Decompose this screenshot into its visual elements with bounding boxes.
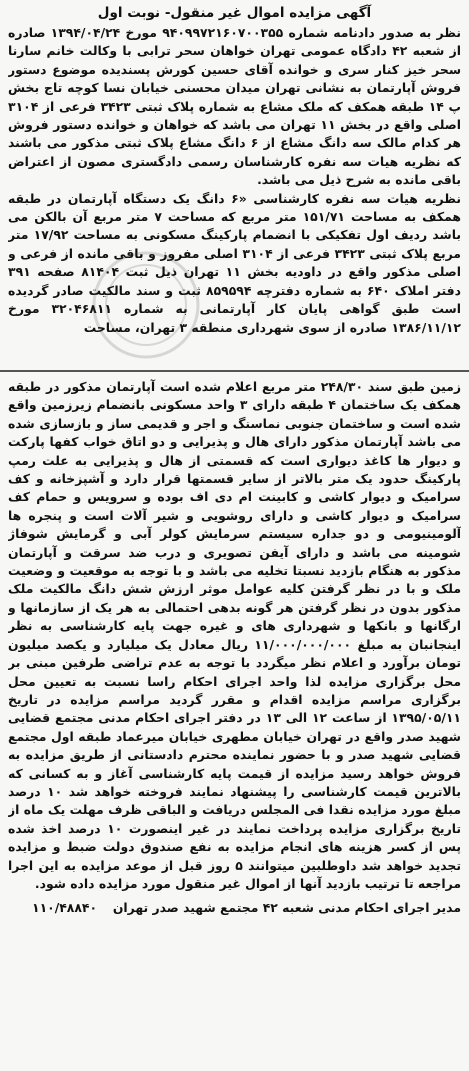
notice-paragraph-verdict: نظر به صدور دادنامه شماره ۹۴۰۹۹۷۲۱۶۰۷۰۰۳۵۵ مورخ ۱۳۹۴/۰۴/۲۴ صادره از شعبه ۴۲ دادگاه عمومی تهران خواهان سحر ترابی با وکالت خانم سارنا سحر خیز کنار سری و خوانده آقای حسین کورش پسندیده موضوع دستور فروش آپارتمان به نشانی تهران میدان محسنی خیابان نسا کوچه تاج بخش پ ۱۴ طبقه همکف که ملک مشاع به شماره پلاک ثبتی ۳۴۲۳ فرعی از ۳۱۰۴ اصلی واقع در بخش ۱۱ تهران می باشد که خواهان و خوانده دستور فروش هر کدام مالک سه دانگ مشاع از ۶ دانگ مشاع پلاک ثبتی مذکور می باشند که نظریه هیات سه نفره کارشناسان رسمی دادگستری مصون از اعتراض باقی مانده به شرح ذیل می باشد.: [8, 25, 461, 188]
signature-line: مدیر اجرای احکام مدنی شعبه ۴۲ مجتمع شهید صدر تهران: [112, 900, 461, 916]
column-divider: [0, 370, 469, 372]
notice-column-top: [8, 0, 461, 366]
notice-title: آگهی مزایده اموال غیر منقول- نوبت اول: [97, 5, 372, 21]
notice-code: ۱۱۰/۴۸۸۴۰: [32, 900, 98, 916]
notice-column-bottom: [8, 378, 461, 1071]
notice-footer: [8, 899, 461, 917]
notice-paragraph-appraisal: نظریه هیات سه نفره کارشناسی «۶ دانگ یک دستگاه آپارتمان در طبقه همکف به مساحت ۱۵۱/۷۱ متر مربع که مساحت ۷ متر مربع آن بالکن می باشد ردیف اول تفکیکی با انضمام پارکینگ مسکونی به مساحت ۱۷/۹۲ متر مربع پلاک ثبتی ۳۴۲۳ فرعی از ۳۱۰۴ اصلی مفروز و باقی مانده از فرعی و اصلی مذکور واقع در داودیه بخش ۱۱ تهران ذیل ثبت ۸۱۴۰۴ صفحه ۳۹۱ دفتر املاک ۶۴۰ به شماره دفترچه ۸۵۹۵۹۴ ثبت و سند مالکیت صادر گردیده است طبق گواهی پایان کار آپارتمانی به شماره ۳۲۰۴۶۸۱۱ مورخ ۱۳۸۶/۱۱/۱۲ صادره از سوی شهرداری منطقه ۳ تهران، مساحت: [8, 190, 461, 335]
notice-paragraph-details: زمین طبق سند ۲۴۸/۳۰ متر مربع اعلام شده است آپارتمان مذکور در طبقه همکف یک ساختمان ۴ طبقه دارای ۳ واحد مسکونی بانضمام زیرزمین واقع شده است و ساختمان جنوبی نماسنگ و اجر و قدیمی ساز و بازسازی شده می باشد آپارتمان مذکور دارای هال و پذیرایی و دو اتاق خواب کفها پارکت و دیوار ها کاغذ دیواری است که قسمتی از هال و پذیرایی به علت رمپ پارکینگ حدود یک متر بالاتر از سایر قسمتها قرار دارد و آشپزخانه و کف سرامیک و دیوار کاشی و کابینت ام دی اف بوده و سرویس و حمام کف سرامیک و دیوار کاشی و دارای روشویی و شیر آلات است و پنجره ها آلومینیومی و دو جداره سیستم سرمایش کولر آبی و گرمایش شوفاژ شومینه می باشد و دارای آیفن تصویری و درب ضد سرقت و آپارتمان مذکور به هنگام بازدید نسبتا تخلیه می باشد و با توجه به موقعیت و وضعیت ملک و با در نظر گرفتن کلیه عوامل موثر ارزش شش دانگ مالکیت ملک مذکور بدون در نظر گرفتن هر گونه بدهی احتمالی به هر یک از سازمانها و ارگانها و بانکها و شهرداری های و غیره جهت پایه کارشناسی به نظر اینجانبان به مبلغ ۱۱/۰۰۰/۰۰۰/۰۰۰ ریال معادل یک میلیارد و یکصد میلیون تومان برآورد و اعلام نظر میگردد با توجه به عدم تراضی طرفین مبنی بر محل برگزاری مزایده لذا واحد اجرای احکام راسا نسبت به تعیین محل برگزاری مراسم مزایده اقدام و مقرر گردید مراسم مزایده در تاریخ ۱۳۹۵/۰۵/۱۱ از ساعت ۱۲ الی ۱۳ در دفتر اجرای احکام مدنی مجتمع قضایی شهید صدر واقع در تهران خیابان مطهری خیابان میرعماد طبقه اول مجتمع قضایی شهید صدر و با حضور نماینده محترم دادستانی از طریق مزایده به فروش خواهد رسید مزایده از قیمت پایه کارشناسی آغاز و به کسانی که بالاترین قیمت کارشناسی را پیشنهاد نمایند فروخته خواهد شد ۱۰ درصد مبلغ مورد مزایده نقدا فی المجلس دریافت و الباقی ظرف مهلت یک ماه از تاریخ برگزاری مزایده پرداخت نمایند در غیر اینصورت ۱۰ درصد اخذ شده پس از کسر هزینه های انجام مزایده به نفع صندوق دولت ضبط و مزایده تجدید خواهد شد داوطلبین میتوانند ۵ روز قبل از موعد مزایده به این اجرا مراجعه تا ترتیب بازدید آنها از اموال غیر منقول مورد مزایده داده شود.: [8, 379, 461, 891]
